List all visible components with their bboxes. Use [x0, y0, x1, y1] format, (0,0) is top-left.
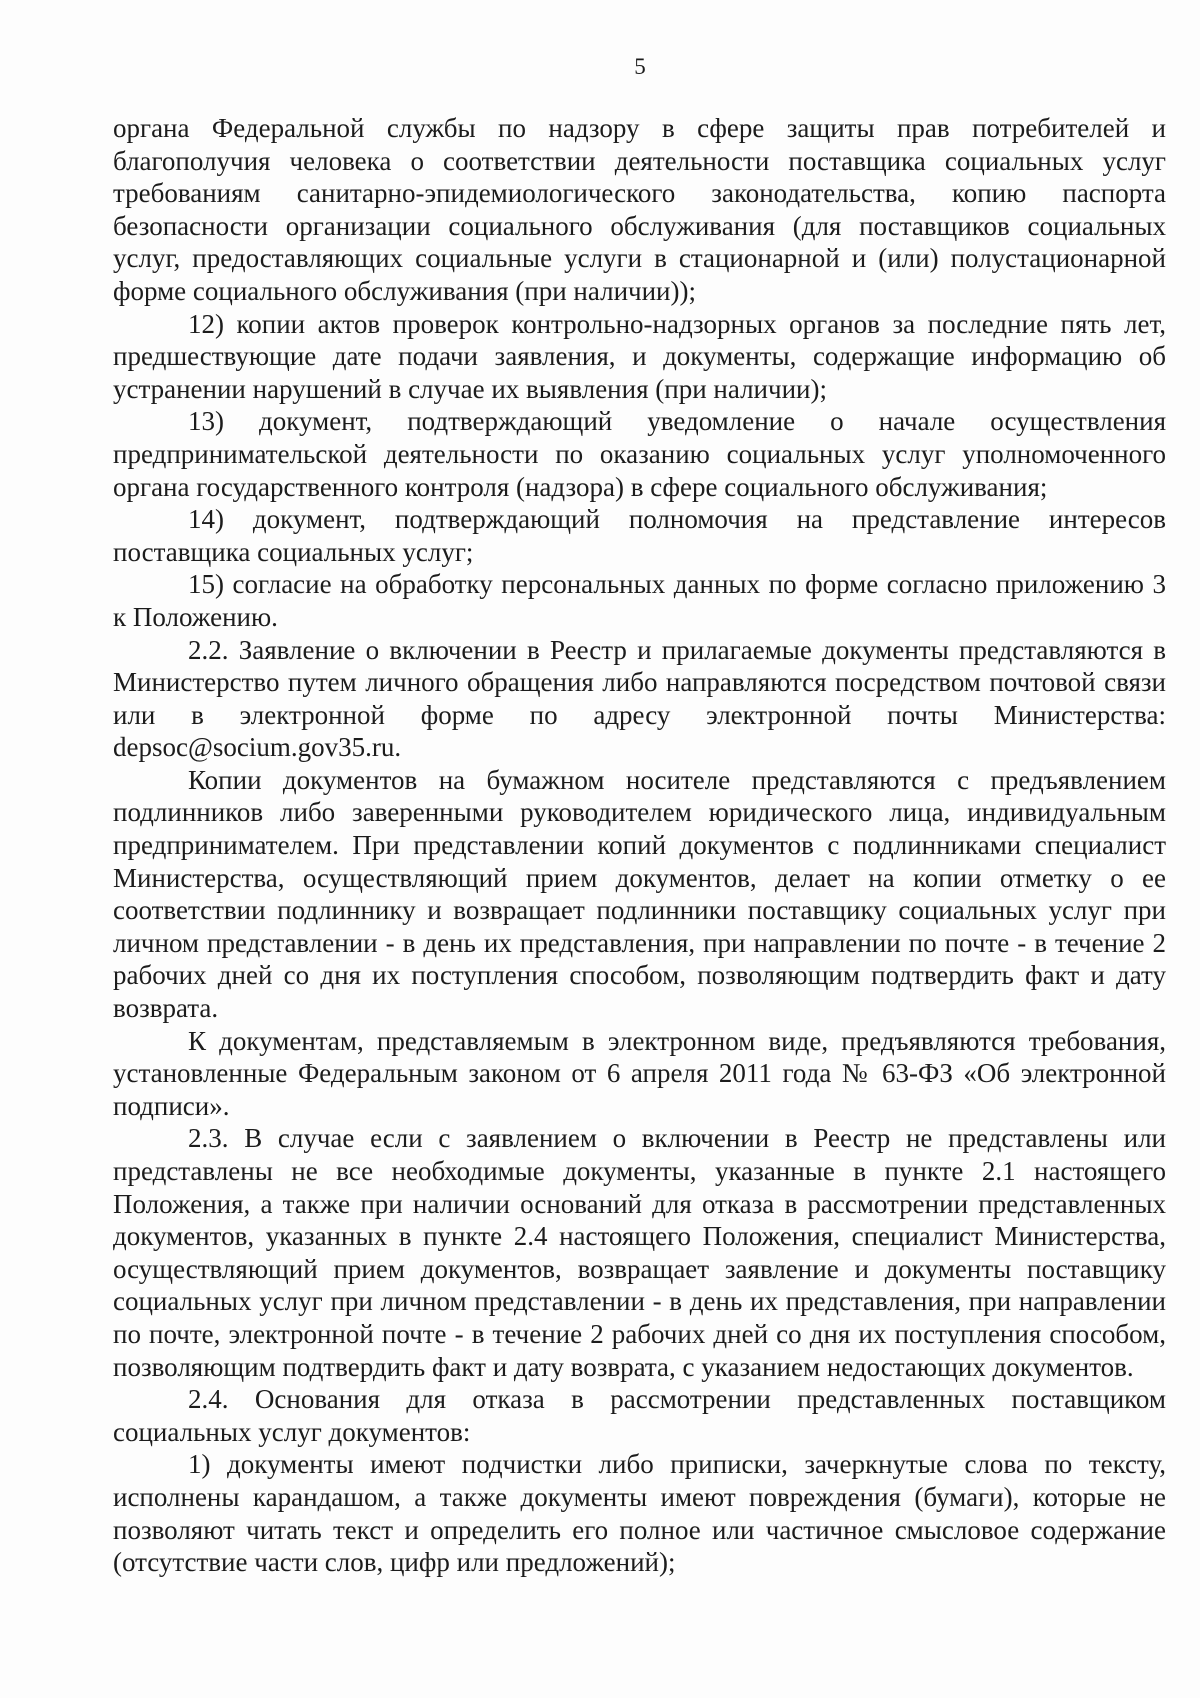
- paragraph: 1) документы имеют подчистки либо приписки, зачеркнутые слова по тексту, исполнены карандашом, а также документы имеют повреждения (бумаги), которые не позволяют читать текст и определить его полное или частичное смысловое содержание (отсутствие части слов, цифр или предложений);: [113, 1449, 1166, 1578]
- paragraph: Копии документов на бумажном носителе представляются с предъявлением подлинников либо заверенными руководителем юридического лица, индивидуальным предпринимателем. При представлении копий документов с подлинниками специалист Министерства, осуществляющий прием документов, делает на копии отметку о ее соответствии подлиннику и возвращает подлинники поставщику социальных услуг при личном представлении - в день их представления, при направлении по почте - в течение 2 рабочих дней со дня их поступления способом, позволяющим подтвердить факт и дату возврата.: [113, 764, 1166, 1024]
- paragraph: 2.2. Заявление о включении в Реестр и прилагаемые документы представляются в Министерство путем личного обращения либо направляются посредством почтовой связи или в электронной форме по адресу электронной почты Министерства: depsoc@socium.gov35.ru.: [113, 634, 1166, 763]
- paragraph: 2.4. Основания для отказа в рассмотрении представленных поставщиком социальных услуг документов:: [113, 1384, 1166, 1447]
- page-number: 5: [634, 54, 646, 79]
- paragraph: К документам, представляемым в электронном виде, предъявляются требования, установленные Федеральным законом от 6 апреля 2011 года № 63-ФЗ «Об электронной подписи».: [113, 1025, 1166, 1121]
- paragraph: 13) документ, подтверждающий уведомление о начале осуществления предпринимательской деятельности по оказанию социальных услуг уполномоченного органа государственного контроля (надзора) в сфере социального обслуживания;: [113, 406, 1166, 502]
- paragraph: органа Федеральной службы по надзору в сфере защиты прав потребителей и благополучия человека о соответствии деятельности поставщика социальных услуг требованиям санитарно-эпидемиологического законодательства, копию паспорта безопасности организации социального обслуживания (для поставщиков социальных услуг, предоставляющих социальные услуги в стационарной и (или) полустационарной форме социального обслуживания (при наличии));: [113, 113, 1166, 306]
- paragraph: 14) документ, подтверждающий полномочия на представление интересов поставщика социальных услуг;: [113, 504, 1166, 567]
- paragraph: 2.3. В случае если с заявлением о включении в Реестр не представлены или представлены не все необходимые документы, указанные в пункте 2.1 настоящего Положения, а также при наличии оснований для отказа в рассмотрении представленных документов, указанных в пункте 2.4 настоящего Положения, специалист Министерства, осуществляющий прием документов, возвращает заявление и документы поставщику социальных услуг при личном представлении - в день их представления, при направлении по почте, электронной почте - в течение 2 рабочих дней со дня их поступления способом, позволяющим подтвердить факт и дату возврата, с указанием недостающих документов.: [113, 1123, 1166, 1382]
- paragraph: 12) копии актов проверок контрольно-надзорных органов за последние пять лет, предшествующие дате подачи заявления, и документы, содержащие информацию об устранении нарушений в случае их выявления (при наличии);: [113, 308, 1166, 404]
- document-body: [113, 112, 1166, 1579]
- paragraph: 15) согласие на обработку персональных данных по форме согласно приложению 3 к Положению.: [113, 569, 1166, 632]
